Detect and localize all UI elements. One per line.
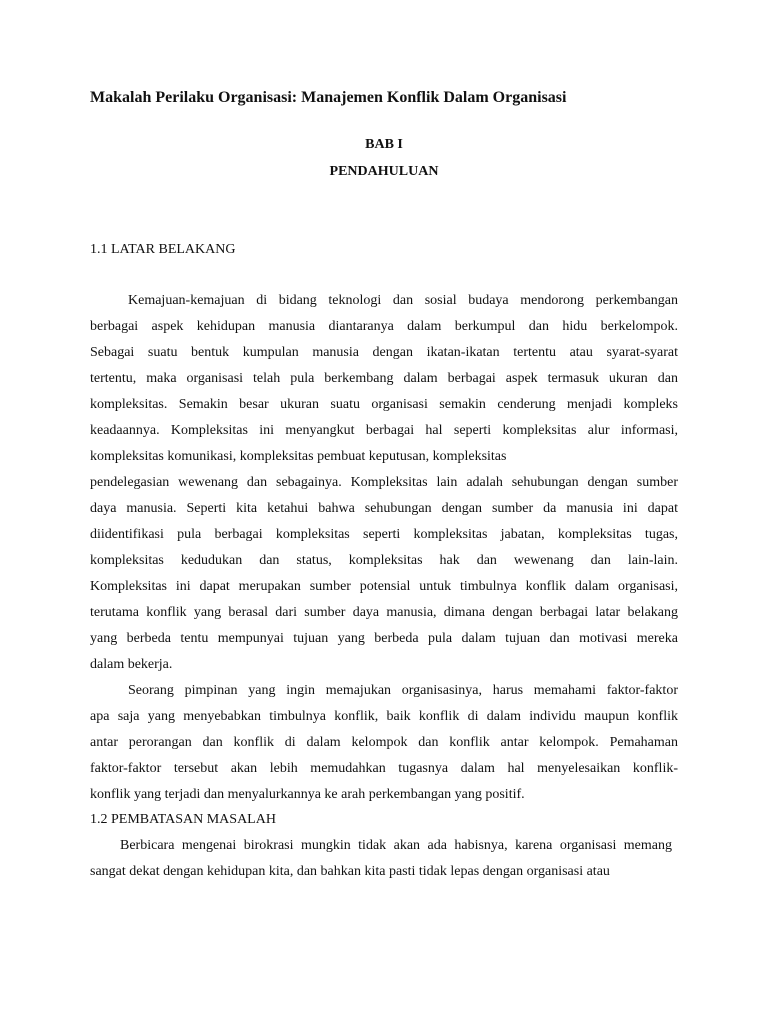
body-line: antar perorangan dan konflik di dalam kelompok dan konflik antar kelompok. Pemahaman [90, 735, 678, 750]
body-line: kompleksitas kedudukan dan status, kompleksitas hak dan wewenang dan lain-lain. [90, 553, 678, 568]
body-line: yang berbeda tentu mempunyai tujuan yang berbeda pula dalam tujuan dan motivasi mereka [90, 631, 678, 646]
section-2-heading: 1.2 PEMBATASAN MASALAH [90, 812, 276, 827]
document-title: Makalah Perilaku Organisasi: Manajemen Konflik Dalam Organisasi [90, 89, 567, 106]
body-line: konflik yang terjadi dan menyalurkannya ke arah perkembangan yang positif. [90, 787, 525, 802]
body-line: berbagai aspek kehidupan manusia diantaranya dalam berkumpul dan hidu berkelompok. [90, 319, 678, 334]
body-line: faktor-faktor tersebut akan lebih memudahkan tugasnya dalam hal menyelesaikan konflik- [90, 761, 678, 776]
body-line: terutama konflik yang berasal dari sumber daya manusia, dimana dengan berbagai latar belakang [90, 605, 678, 620]
body-line: daya manusia. Seperti kita ketahui bahwa sehubungan dengan sumber da manusia ini dapat [90, 501, 678, 516]
chapter-number: BAB I [365, 137, 403, 152]
body-line: keadaannya. Kompleksitas ini menyangkut berbagai hal seperti kompleksitas alur informasi, [90, 423, 678, 438]
body-line: Berbicara mengenai birokrasi mungkin tidak akan ada habisnya, karena organisasi memang [120, 838, 672, 853]
body-line: diidentifikasi pula berbagai kompleksitas seperti kompleksitas jabatan, kompleksitas tugas, [90, 527, 678, 542]
body-line: sangat dekat dengan kehidupan kita, dan bahkan kita pasti tidak lepas dengan organisasi atau [90, 864, 610, 879]
body-line: kompleksitas komunikasi, kompleksitas pembuat keputusan, kompleksitas [90, 449, 507, 464]
body-line: Kompleksitas ini dapat merupakan sumber potensial untuk timbulnya konflik dalam organisasi, [90, 579, 678, 594]
body-line: Kemajuan-kemajuan di bidang teknologi dan sosial budaya mendorong perkembangan [128, 293, 678, 308]
body-line: Seorang pimpinan yang ingin memajukan organisasinya, harus memahami faktor-faktor [128, 683, 678, 698]
body-line: tertentu, maka organisasi telah pula berkembang dalam berbagai aspek termasuk ukuran dan [90, 371, 678, 386]
section-1-heading: 1.1 LATAR BELAKANG [90, 242, 236, 257]
body-line: dalam bekerja. [90, 657, 173, 672]
chapter-title: PENDAHULUAN [329, 164, 439, 179]
body-line: apa saja yang menyebabkan timbulnya konflik, baik konflik di dalam individu maupun konflik [90, 709, 678, 724]
body-line: Sebagai suatu bentuk kumpulan manusia dengan ikatan-ikatan tertentu atau syarat-syarat [90, 345, 678, 360]
body-line: kompleksitas. Semakin besar ukuran suatu organisasi semakin cenderung menjadi kompleks [90, 397, 678, 412]
body-line: pendelegasian wewenang dan sebagainya. Kompleksitas lain adalah sehubungan dengan sumber [90, 475, 678, 490]
